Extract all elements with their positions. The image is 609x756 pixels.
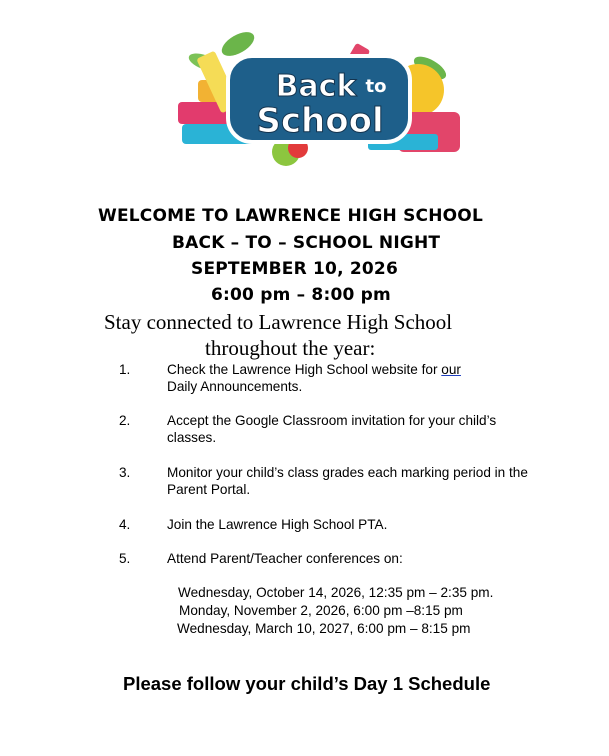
event-time: 6:00 pm – 8:00 pm bbox=[211, 285, 391, 305]
our-link[interactable]: our bbox=[441, 362, 461, 377]
list-number: 5. bbox=[119, 551, 131, 566]
list-text-start: Check the Lawrence High School website for bbox=[167, 362, 442, 377]
intro-line-2: throughout the year: bbox=[205, 336, 376, 360]
list-text: Monitor your child’s class grades each marking period in the Parent Portal. bbox=[167, 465, 528, 497]
back-to-school-logo bbox=[168, 22, 470, 170]
list-number: 4. bbox=[119, 517, 131, 532]
list-text-end: Daily Announcements. bbox=[167, 379, 303, 394]
list-text: Join the Lawrence High School PTA. bbox=[167, 517, 388, 532]
intro-line-1: Stay connected to Lawrence High School bbox=[104, 310, 453, 334]
logo-text-school: School bbox=[256, 101, 384, 141]
event-date: SEPTEMBER 10, 2026 bbox=[191, 259, 398, 279]
title-welcome: WELCOME TO LAWRENCE HIGH SCHOOL bbox=[98, 206, 483, 226]
footer-note: Please follow your child’s Day 1 Schedule bbox=[123, 673, 491, 694]
list-text: Attend Parent/Teacher conferences on: bbox=[167, 551, 403, 566]
list-number: 2. bbox=[119, 413, 131, 428]
conference-date-3: Wednesday, March 10, 2027, 6:00 pm – 8:15 pm bbox=[177, 621, 471, 636]
conference-date-2: Monday, November 2, 2026, 6:00 pm –8:15 pm bbox=[179, 603, 463, 618]
title-event: BACK – TO – SCHOOL NIGHT bbox=[172, 233, 441, 253]
list-text: Accept the Google Classroom invitation for your child’s classes. bbox=[167, 413, 497, 445]
conference-date-1: Wednesday, October 14, 2026, 12:35 pm – 2:35 pm. bbox=[178, 585, 494, 600]
list-text bbox=[167, 361, 547, 395]
logo-text-back: Back bbox=[275, 69, 357, 104]
logo-text-to: to bbox=[365, 76, 387, 97]
list-number: 1. bbox=[119, 362, 131, 377]
list-number: 3. bbox=[119, 465, 131, 480]
